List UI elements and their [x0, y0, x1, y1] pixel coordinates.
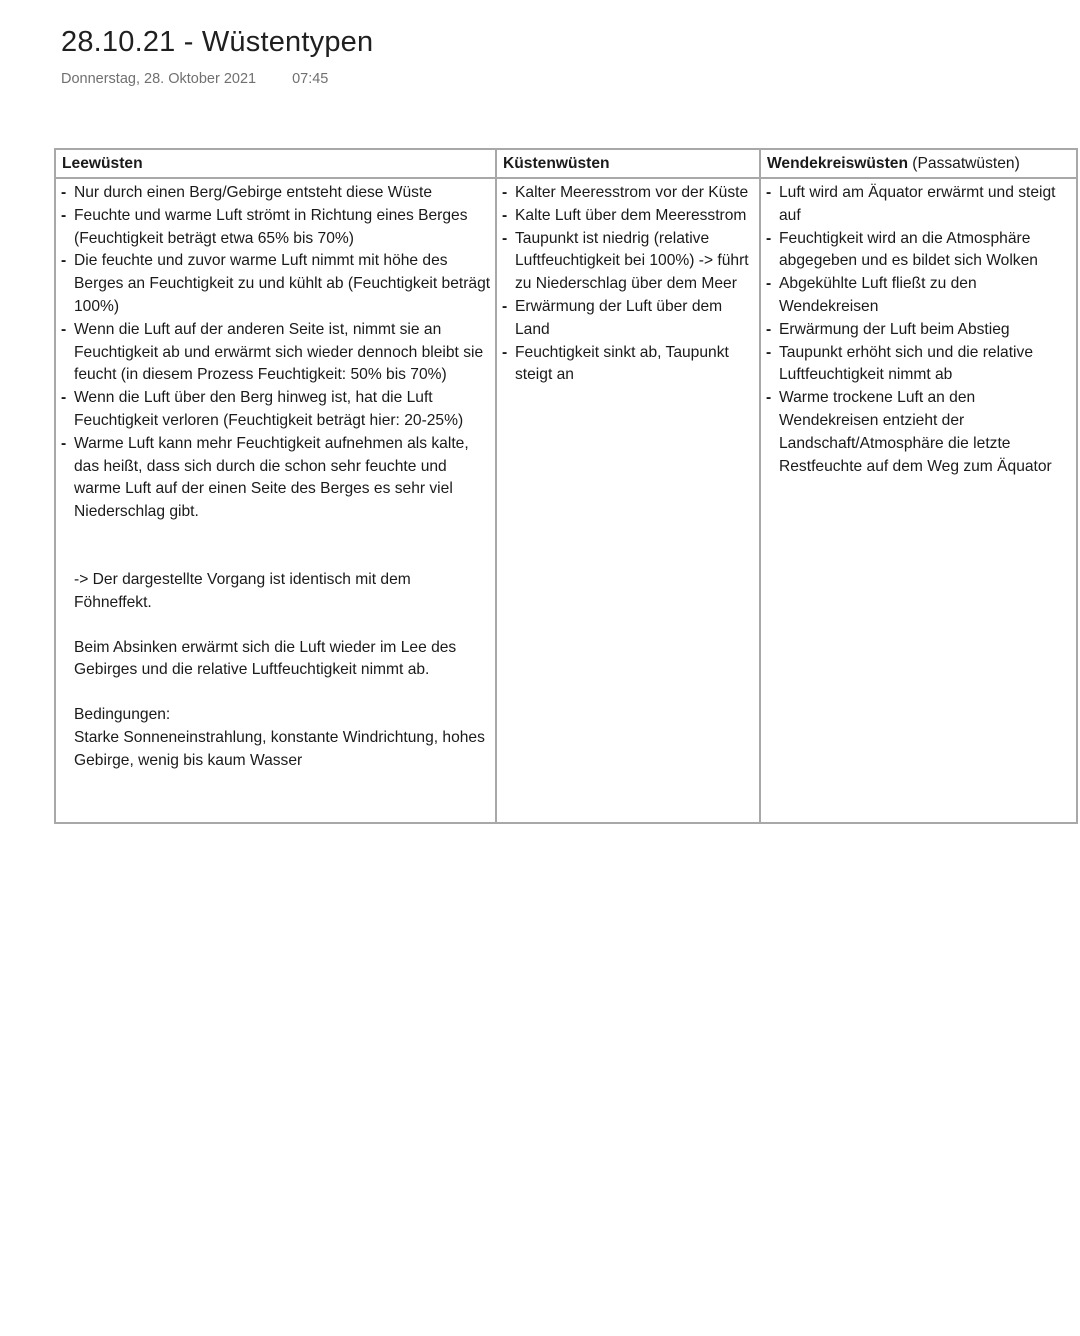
cell-leewuesten[interactable]	[55, 178, 496, 823]
list-item: - Feuchte und warme Luft strömt in Richtung eines Berges (Feuchtigkeit beträgt etwa 65% bis 70%)	[60, 205, 491, 251]
absinken-note: Beim Absinken erwärmt sich die Luft wieder im Lee des Gebirges und die relative Luftfeuchtigkeit nimmt ab.	[74, 638, 457, 679]
list-item: - Luft wird am Äquator erwärmt und steigt auf	[765, 182, 1072, 228]
list-item: - Kalter Meeresstrom vor der Küste	[501, 182, 755, 205]
list-item: - Abgekühlte Luft fließt zu den Wendekreisen	[765, 273, 1072, 319]
list-item: - Warme trockene Luft an den Wendekreisen entzieht der Landschaft/Atmosphäre die letzte Restfeuchte auf dem Weg zum Äquator	[765, 387, 1072, 478]
page-time: 07:45	[292, 71, 329, 87]
conditions-label: Bedingungen:	[74, 706, 171, 724]
desert-types-table	[54, 148, 1078, 824]
leewuesten-list	[60, 182, 491, 524]
list-item: - Wenn die Luft über den Berg hinweg ist, hat die Luft Feuchtigkeit verloren (Feuchtigkeit beträgt hier: 20-25%)	[60, 387, 491, 433]
list-item: - Kalte Luft über dem Meeresstrom	[501, 205, 755, 228]
list-item: - Taupunkt erhöht sich und die relative Luftfeuchtigkeit nimmt ab	[765, 342, 1072, 388]
header-wendekreiswuesten[interactable]: Wendekreiswüsten (Passatwüsten)	[760, 149, 1077, 178]
list-item: - Erwärmung der Luft beim Abstieg	[765, 319, 1072, 342]
header-kuestenwuesten[interactable]: Küstenwüsten	[496, 149, 760, 178]
list-item: - Feuchtigkeit sinkt ab, Taupunkt steigt an	[501, 342, 755, 388]
table-header-row	[55, 149, 1077, 178]
kuestenwuesten-list	[501, 182, 755, 387]
list-item: - Die feuchte und zuvor warme Luft nimmt mit höhe des Berges an Feuchtigkeit zu und kühlt ab (Feuchtigkeit beträgt 100%)	[60, 250, 491, 318]
table-row	[55, 178, 1077, 823]
list-item: - Erwärmung der Luft über dem Land	[501, 296, 755, 342]
wendekreiswuesten-list	[765, 182, 1072, 478]
list-item: - Warme Luft kann mehr Feuchtigkeit aufnehmen als kalte, das heißt, dass sich durch die schon sehr feuchte und warme Luft auf der einen Seite des Berges es sehr viel Niederschlag gibt.	[60, 433, 491, 524]
list-item: - Wenn die Luft auf der anderen Seite ist, nimmt sie an Feuchtigkeit ab und erwärmt sich wieder dennoch bleibt sie feucht (in diesem Prozess Feuchtigkeit: 50% bis 70%)	[60, 319, 491, 387]
page-meta	[61, 71, 328, 87]
header-leewuesten[interactable]: Leewüsten	[55, 149, 496, 178]
list-item: - Nur durch einen Berg/Gebirge entsteht diese Wüste	[60, 182, 491, 205]
foehn-note: -> Der dargestellte Vorgang ist identisch mit dem Föhneffekt.	[74, 570, 411, 611]
page-title: 28.10.21 - Wüstentypen	[61, 26, 374, 58]
cell-kuestenwuesten[interactable]	[496, 178, 760, 823]
list-item: - Feuchtigkeit wird an die Atmosphäre abgegeben und es bildet sich Wolken	[765, 228, 1072, 274]
list-item: - Taupunkt ist niedrig (relative Luftfeuchtigkeit bei 100%) -> führt zu Niederschlag über dem Meer	[501, 228, 755, 296]
page-date: Donnerstag, 28. Oktober 2021	[61, 71, 257, 87]
conditions-text: Starke Sonneneinstrahlung, konstante Windrichtung, hohes Gebirge, wenig bis kaum Wasser	[74, 728, 485, 769]
cell-wendekreiswuesten[interactable]	[760, 178, 1077, 823]
